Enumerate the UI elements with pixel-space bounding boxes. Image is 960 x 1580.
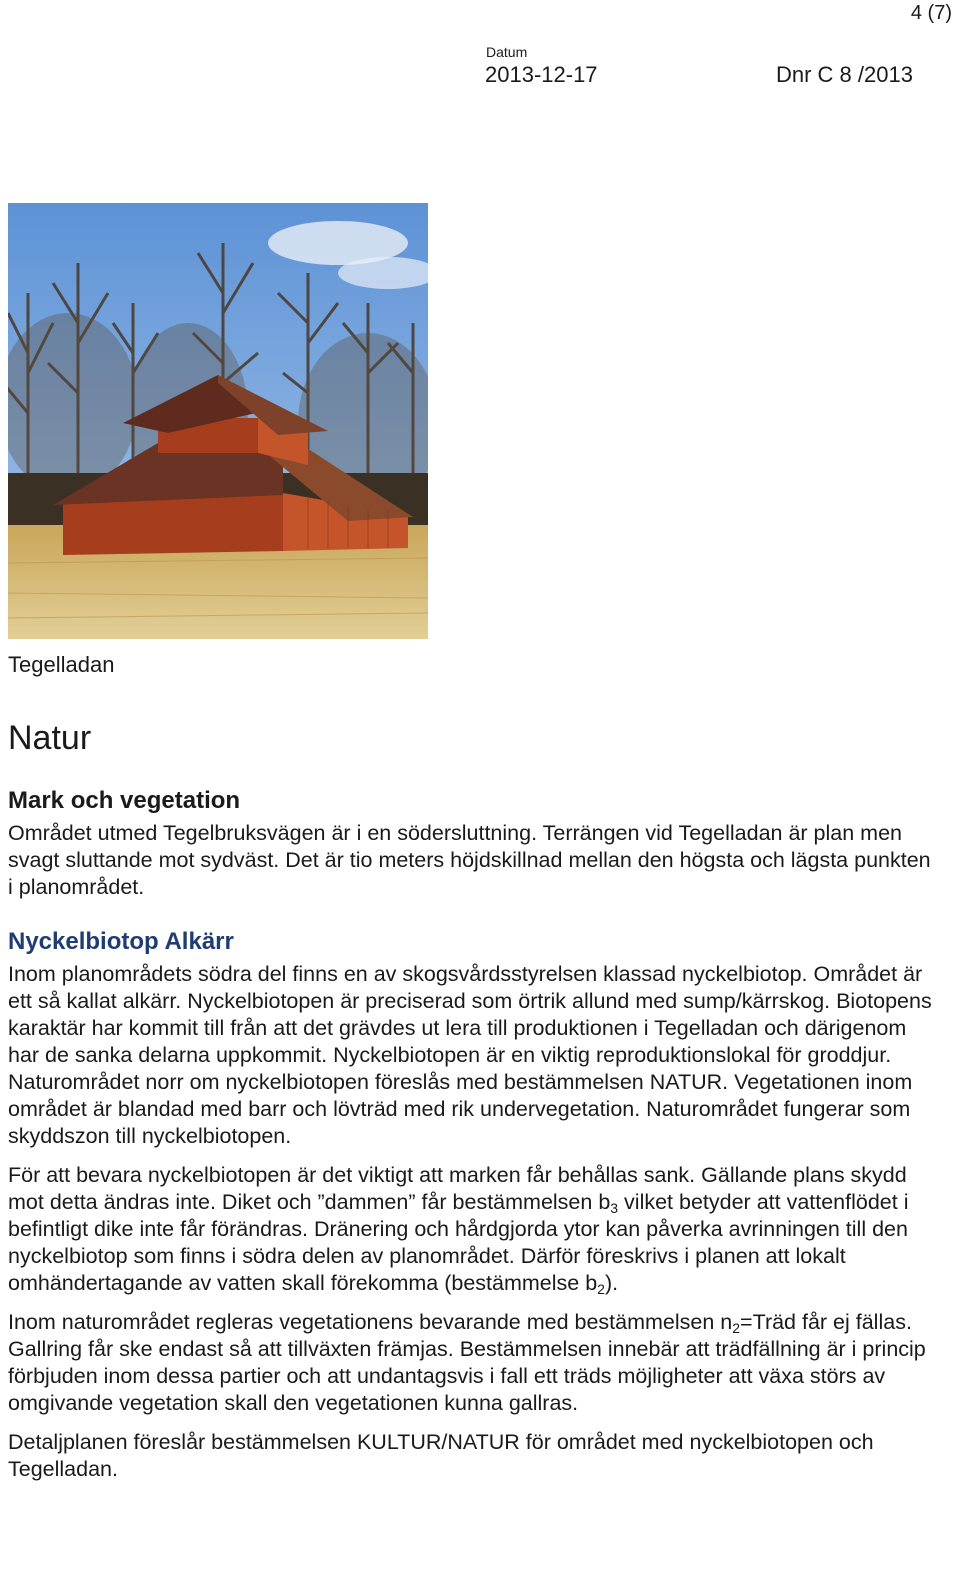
- mark-paragraph: Området utmed Tegelbruksvägen är i en södersluttning. Terrängen vid Tegelladan är plan men svagt sluttande mot sydväst. Det är tio meters höjdskillnad mellan den högsta och lägsta punkten i planområdet.: [8, 821, 931, 899]
- mark-heading: Mark och vegetation: [8, 787, 241, 814]
- photo-caption: Tegelladan: [8, 652, 115, 677]
- p2-subscript-2: 2: [597, 1281, 605, 1297]
- p2-subscript-1: 3: [610, 1200, 619, 1216]
- p3-text-a: Inom naturområdet regleras vegetationens bevarande med bestämmelsen n: [8, 1310, 733, 1334]
- document-date: 2013-12-17: [485, 62, 598, 87]
- date-label: Datum: [486, 44, 528, 60]
- alkarr-paragraph-4: Detaljplanen föreslår bestämmelsen KULTUR/NATUR för området med nyckelbiotopen och Tegelladan.: [8, 1430, 874, 1481]
- barn-photo: [8, 203, 428, 639]
- alkarr-heading: Nyckelbiotop Alkärr: [8, 928, 234, 955]
- p2-text-c: ).: [604, 1271, 619, 1295]
- page-number: 4 (7): [910, 2, 952, 24]
- alkarr-paragraph-3: [8, 1309, 938, 1417]
- p3-subscript: 2: [732, 1320, 741, 1336]
- section-title: Natur: [8, 719, 92, 757]
- alkarr-paragraph-1: Inom planområdets södra del finns en av skogsvårdsstyrelsen klassad nyckelbiotop. Området är ett så kallat alkärr. Nyckelbiotopen är preciserad som örtrik allund med sump/kärrskog. Biotopens karaktär har kommit till från att det grävdes ut lera till produktionen i Tegelladan och därigenom har de sanka delarna uppkommit. Nyckelbiotopen är en viktig reproduktionslokal för groddjur. Naturområdet norr om nyckelbiotopen föreslås med bestämmelsen NATUR. Vegetationen inom området är blandad med barr och lövträd med rik undervegetation. Naturområdet fungerar som skyddszon till nyckelbiotopen.: [8, 962, 932, 1148]
- p2-text-a: För att bevara nyckelbiotopen är det viktigt att marken får behållas sank. Gällande plans skydd mot detta ändras inte. Diket och ”dammen” får bestämmelsen b: [8, 1163, 907, 1214]
- p3-text-b: =Träd får ej fällas. Gallring får ske endast så att tillväxten främjas. Bestämmelsen innebär att trädfällning är i princip förbjuden inom dessa partier och att undantagsvis i fall ett träds möjligheter att växa störs av omgivande vegetation skall den vegetationen kunna gallras.: [8, 1310, 926, 1415]
- document-dnr: Dnr C 8 /2013: [776, 62, 913, 87]
- p2-text-b: vilket betyder att vattenflödet i befintligt dike inte får förändras. Dränering och hårdgjorda ytor kan påverka avrinningen till den nyckelbiotop som finns i södra delen av planområdet. Därför föreskrivs i planen att lokalt omhändertagande av vatten skall förekomma (bestämmelse b: [8, 1190, 909, 1295]
- alkarr-paragraph-2: [8, 1162, 938, 1297]
- main-content: [8, 718, 938, 1495]
